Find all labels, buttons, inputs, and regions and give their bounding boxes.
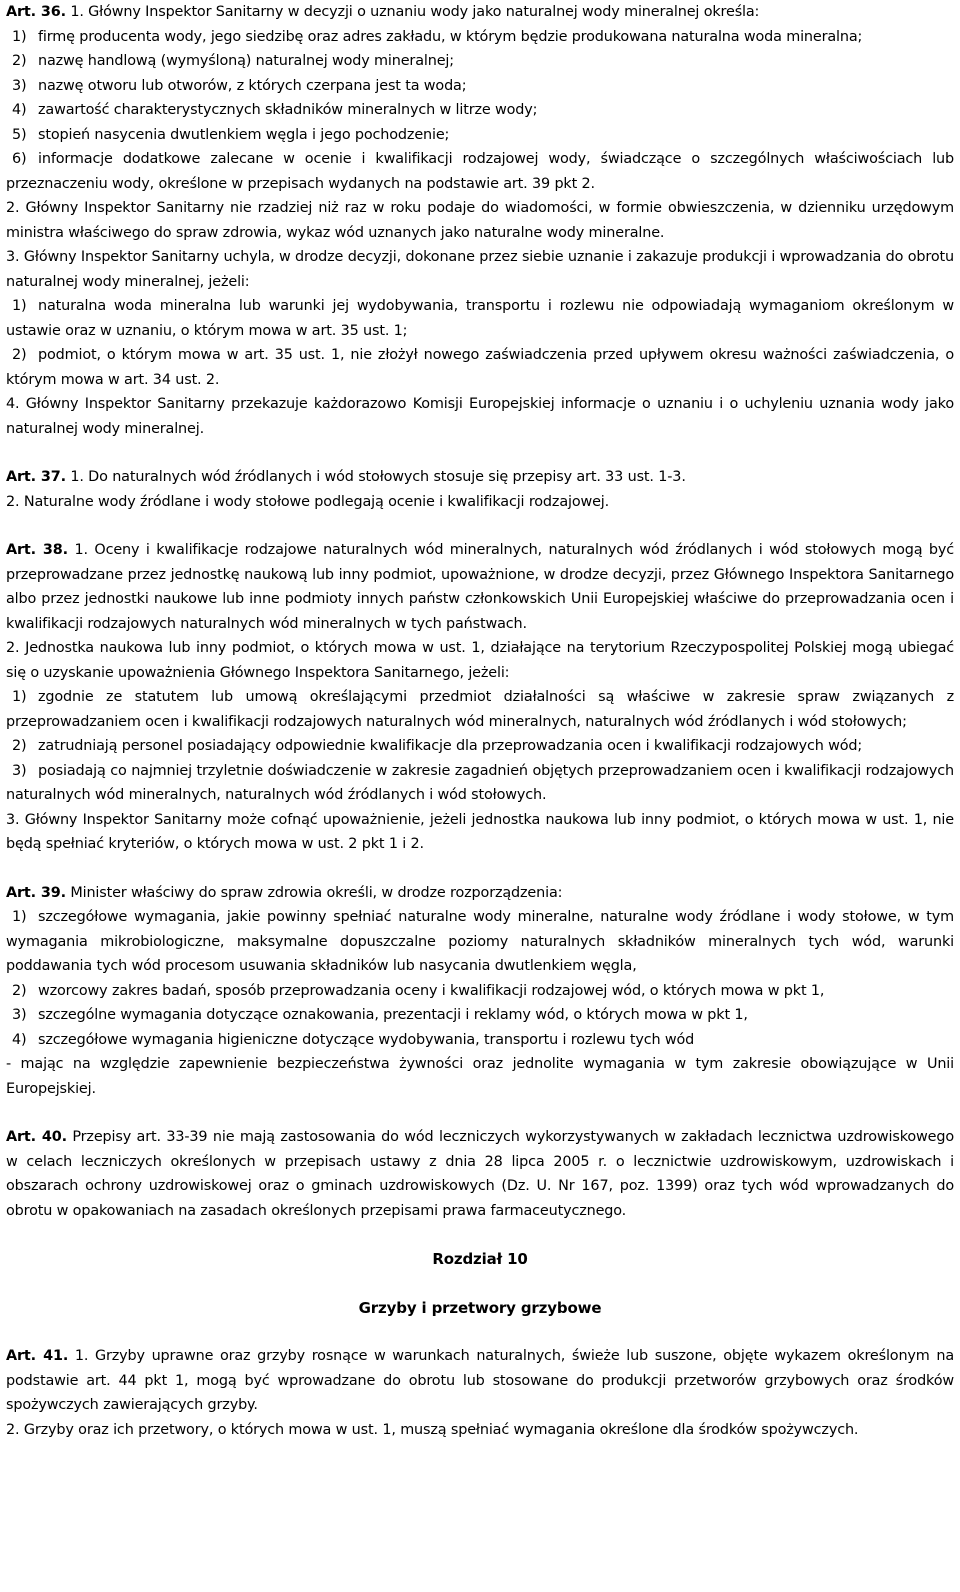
article-label: Art. 36.: [6, 4, 66, 20]
item-text: zawartość charakterystycznych składników mineralnych w litrze wody;: [38, 102, 538, 118]
chapter-title: Grzyby i przetwory grzybowe: [358, 1298, 602, 1317]
item-text: szczegółowe wymagania higieniczne dotyczące wydobywania, transportu i rozlewu tych wód: [38, 1031, 695, 1048]
paragraph-text: 1. Grzyby uprawne oraz grzyby rosnące w warunkach naturalnych, świeże lub suszone, objęte wykazem określonym na podstawie art. 44 pkt 1, mogą być wprowadzane do obrotu lub stosowane do produkcji przetworów grzybowych oraz środków spożywczych zawierających grzyby.: [6, 1348, 954, 1413]
item-number: 3): [12, 77, 27, 94]
art-38-paragraph-3: 3. Główny Inspektor Sanitarny może cofnąć upoważnienie, jeżeli jednostka naukowa lub inny podmiot, o których mowa w ust. 1, nie będą spełniać kryteriów, o których mowa w ust. 2 pkt 1 i 2.: [6, 811, 954, 852]
article-label: Art. 37.: [6, 469, 66, 485]
article-label: Art. 38.: [6, 542, 68, 558]
paragraph-text: 1. Główny Inspektor Sanitarny w decyzji o uznaniu wody jako naturalnej wody mineralnej określa:: [70, 4, 760, 20]
item-text: nazwę handlową (wymyśloną) naturalnej wody mineralnej;: [38, 53, 454, 69]
paragraph-text: Minister właściwy do spraw zdrowia określi, w drodze rozporządzenia:: [70, 884, 563, 901]
spacer: [6, 857, 954, 881]
paragraph-text: 1. Do naturalnych wód źródlanych i wód stołowych stosuje się przepisy art. 33 ust. 1-3.: [70, 469, 686, 485]
art-37-paragraph-2: 2. Naturalne wody źródlane i wody stołowe podlegają ocenie i kwalifikacji rodzajowej.: [6, 493, 610, 510]
item-number: 3): [12, 762, 27, 779]
item-number: 5): [12, 126, 27, 143]
art-36-paragraph-1: [6, 0, 954, 25]
item-number: 1): [12, 909, 27, 925]
item-text: firmę producenta wody, jego siedzibę oraz adres zakładu, w którym będzie produkowana naturalna woda mineralna;: [38, 28, 863, 45]
item-text: szczegółowe wymagania, jakie powinny spełniać naturalne wody mineralne, naturalne wody źródlane i wody stołowe, w tym wymagania mikrobiologiczne, maksymalne dopuszczalne poziomy naturalnych składników mineralnych tych wód, warunki poddawania tych wód procesom usuwania składników lub nasycania dwutlenkiem węgla,: [6, 909, 954, 974]
art-36-paragraph-2: 2. Główny Inspektor Sanitarny nie rzadziej niż raz w roku podaje do wiadomości, w formie obwieszczenia, w dzienniku urzędowym ministra właściwego do spraw zdrowia, wykaz wód uznanych jako naturalne wody mineralne.: [6, 200, 954, 241]
list-item: [6, 685, 954, 734]
list-item: [6, 123, 954, 148]
item-number: 2): [12, 53, 27, 69]
list-item: [6, 759, 954, 808]
item-text: szczególne wymagania dotyczące oznakowania, prezentacji i reklamy wód, o których mowa w pkt 1,: [38, 1007, 748, 1023]
art-38-paragraph-1: [6, 538, 954, 636]
list-item: [6, 49, 954, 74]
art-36-p3-item-list: [6, 294, 954, 392]
spacer: [6, 1320, 954, 1344]
list-item: [6, 734, 954, 759]
item-number: 2): [12, 347, 27, 363]
item-text: posiadają co najmniej trzyletnie doświadczenie w zakresie zagadnień objętych przeprowadzaniem ocen i kwalifikacji rodzajowych naturalnych wód mineralnych, naturalnych wód źródlanych i wód stołowych.: [6, 762, 954, 803]
list-item: [6, 294, 954, 343]
paragraph-text: 1. Oceny i kwalifikacje rodzajowe naturalnych wód mineralnych, naturalnych wód źródlanych i wód stołowych mogą być przeprowadzane przez jednostkę naukową lub inny podmiot, upoważnione, w drodze decyzji, przez Głównego Inspektora Sanitarnego albo przez jednostki naukowe lub inne podmioty innych państw członkowskich Unii Europejskiej właściwe do przeprowadzania ocen i kwalifikacji rodzajowych naturalnych wód mineralnych w tych państwach.: [6, 542, 954, 632]
item-text: zatrudniają personel posiadający odpowiednie kwalifikacje dla przeprowadzania ocen i kwalifikacji rodzajowych wód;: [38, 738, 863, 754]
art-38-item-list: [6, 685, 954, 808]
article-label: Art. 39.: [6, 884, 66, 901]
spacer: [6, 1101, 954, 1125]
item-number: 1): [12, 298, 27, 314]
art-40-paragraph: [6, 1125, 954, 1223]
art-36-paragraph-4: 4. Główny Inspektor Sanitarny przekazuje każdorazowo Komisji Europejskiej informacje o uznaniu i o uchyleniu uznania wody jako naturalnej wody mineralnej.: [6, 396, 954, 437]
art-41-paragraph-1: [6, 1344, 954, 1418]
list-item: [6, 979, 954, 1004]
art-36-item-list: [6, 25, 954, 197]
item-number: 4): [12, 102, 27, 118]
list-item: [6, 343, 954, 392]
article-label: Art. 41.: [6, 1348, 69, 1364]
spacer: [6, 1223, 954, 1247]
item-number: 2): [12, 738, 27, 754]
list-item: [6, 1003, 954, 1028]
art-39-intro: [6, 881, 954, 906]
item-text: wzorcowy zakres badań, sposób przeprowadzania oceny i kwalifikacji rodzajowej wód, o których mowa w pkt 1,: [38, 982, 825, 999]
art-39-item-list: [6, 905, 954, 1052]
art-39-outro: - mając na względzie zapewnienie bezpieczeństwa żywności oraz jednolite wymagania w tym zakresie obowiązujące w Unii Europejskiej.: [6, 1056, 954, 1097]
list-item: [6, 74, 954, 99]
item-text: informacje dodatkowe zalecane w ocenie i kwalifikacji rodzajowej wody, świadczące o szczególnych właściwościach lub przeznaczeniu wody, określone w przepisach wydanych na podstawie art. 39 pkt 2.: [6, 151, 954, 192]
art-36-paragraph-3: 3. Główny Inspektor Sanitarny uchyla, w drodze decyzji, dokonane przez siebie uznanie i zakazuje produkcji i wprowadzania do obrotu naturalnej wody mineralnej, jeżeli:: [6, 249, 954, 290]
list-item: [6, 25, 954, 50]
list-item: [6, 905, 954, 979]
item-number: 2): [12, 982, 27, 999]
item-text: nazwę otworu lub otworów, z których czerpana jest ta woda;: [38, 77, 467, 94]
list-item: [6, 1028, 954, 1053]
art-38-paragraph-2: 2. Jednostka naukowa lub inny podmiot, o których mowa w ust. 1, działające na terytorium Rzeczypospolitej Polskiej mogą ubiegać się o uzyskanie upoważnienia Głównego Inspektora Sanitarnego, jeżeli:: [6, 640, 954, 681]
item-text: naturalna woda mineralna lub warunki jej wydobywania, transportu i rozlewu nie odpowiadają wymaganiom określonym w ustawie oraz w uznaniu, o którym mowa w art. 35 ust. 1;: [6, 298, 954, 339]
item-text: zgodnie ze statutem lub umową określającymi przedmiot działalności są właściwe w zakresie spraw związanych z przeprowadzaniem ocen i kwalifikacji rodzajowych naturalnych wód mineralnych, naturalnych wód źródlanych i wód stołowych;: [6, 689, 954, 730]
item-text: podmiot, o którym mowa w art. 35 ust. 1, nie złożył nowego zaświadczenia przed upływem okresu ważności zaświadczenia, o którym mowa w art. 34 ust. 2.: [6, 347, 954, 388]
chapter-number: Rozdział 10: [432, 1250, 528, 1268]
item-number: 4): [12, 1031, 27, 1048]
article-label: Art. 40.: [6, 1129, 67, 1145]
paragraph-text: Przepisy art. 33-39 nie mają zastosowania do wód leczniczych wykorzystywanych w zakładach lecznictwa uzdrowiskowego w celach leczniczych określonych w przepisach ustawy z dnia 28 lipca 2005 r. o lecznictwie uzdrowiskowym, uzdrowiskach i obszarach ochrony uzdrowiskowej oraz o gminach uzdrowiskowych (Dz. U. Nr 167, poz. 1399) oraz tych wód wprowadzanych do obrotu w opakowaniach na zasadach określonych przepisami prawa farmaceutycznego.: [6, 1129, 954, 1219]
item-number: 1): [12, 689, 27, 705]
item-number: 1): [12, 28, 27, 45]
item-number: 6): [12, 151, 27, 167]
art-41-paragraph-2: 2. Grzyby oraz ich przetwory, o których mowa w ust. 1, muszą spełniać wymagania określone dla środków spożywczych.: [6, 1421, 859, 1438]
art-37-paragraph-1: [6, 465, 954, 490]
spacer: [6, 514, 954, 538]
spacer: [6, 1272, 954, 1296]
list-item: [6, 147, 954, 196]
item-text: stopień nasycenia dwutlenkiem węgla i jego pochodzenie;: [38, 126, 450, 143]
list-item: [6, 98, 954, 123]
spacer: [6, 441, 954, 465]
item-number: 3): [12, 1007, 27, 1023]
